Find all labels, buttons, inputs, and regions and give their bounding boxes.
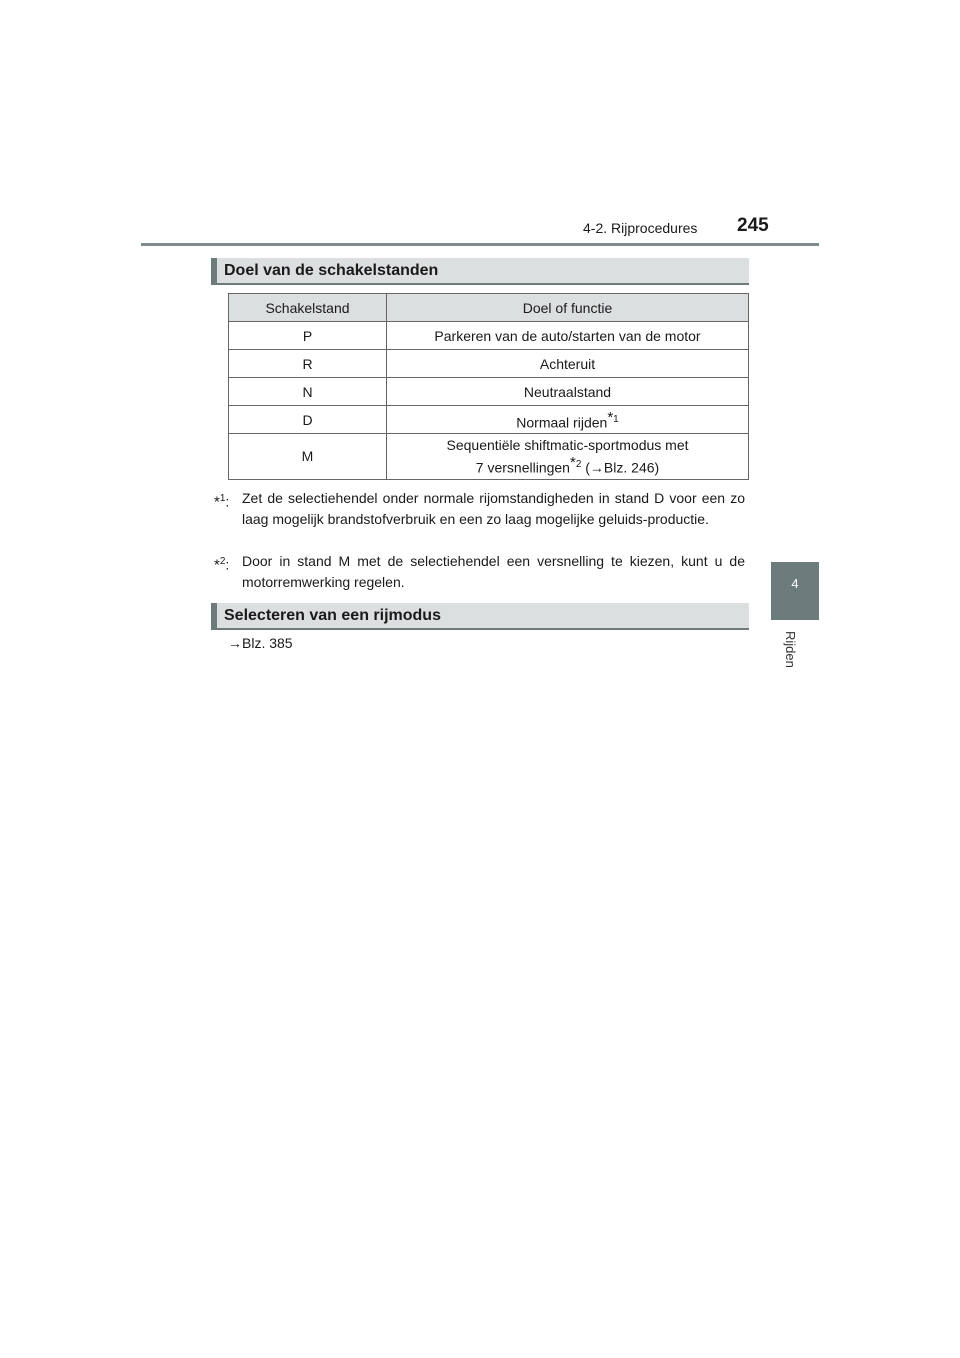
- footnote-ref: *2: [569, 453, 582, 471]
- chapter-tab: [771, 562, 819, 620]
- chapter-number: 4: [791, 576, 799, 591]
- table-cell-function: [387, 434, 749, 480]
- table-header-row: [229, 294, 749, 322]
- header-divider: [141, 243, 819, 246]
- page-reference-link[interactable]: →Blz. 385: [228, 635, 293, 651]
- table-cell-position: D: [229, 406, 387, 434]
- shift-position-table: [228, 293, 749, 480]
- section-title-shift-positions: Doel van de schakelstanden: [211, 258, 749, 285]
- table-row: [229, 322, 749, 350]
- table-cell-function: Achteruit: [387, 350, 749, 378]
- table-row: [229, 350, 749, 378]
- function-text: Normaal rijden: [516, 414, 608, 431]
- footnote-marker: *$^2$:: [214, 556, 230, 574]
- section-title-drive-mode: Selecteren van een rijmodus: [211, 603, 749, 630]
- table-cell-function: [387, 406, 749, 434]
- table-cell-position: N: [229, 378, 387, 406]
- footnote-marker: *$^1$:: [214, 493, 230, 511]
- footnote: [214, 488, 745, 530]
- table-row: [229, 406, 749, 434]
- table-row: [229, 378, 749, 406]
- footnote-text: Zet de selectiehendel onder normale rijomstandigheden in stand D voor een zo laag mogelijk brandstofverbruik en een zo laag mogelijke geluids-productie.: [242, 490, 745, 527]
- footnote-ref: *1: [607, 408, 619, 426]
- footnote: [214, 551, 745, 593]
- chapter-label: Rijden: [783, 631, 798, 668]
- table-cell-position: R: [229, 350, 387, 378]
- footnote-text: Door in stand M met de selectiehendel een versnelling te kiezen, kunt u de motorremwerking regelen.: [242, 553, 745, 590]
- table-cell-function: Parkeren van de auto/starten van de motor: [387, 322, 749, 350]
- column-header: Doel of functie: [387, 294, 749, 322]
- function-text-line2: 7 versnellingen: [475, 459, 570, 476]
- page-reference: (→Blz. 246): [585, 459, 660, 476]
- table-cell-position: M: [229, 434, 387, 480]
- table-cell-function: Neutraalstand: [387, 378, 749, 406]
- table-row: [229, 434, 749, 480]
- running-header-section: 4-2. Rijprocedures: [583, 220, 698, 236]
- table-cell-position: P: [229, 322, 387, 350]
- function-text-line1: Sequentiële shiftmatic-sportmodus met: [446, 436, 689, 453]
- page-number: 245: [737, 215, 769, 236]
- column-header: Schakelstand: [229, 294, 387, 322]
